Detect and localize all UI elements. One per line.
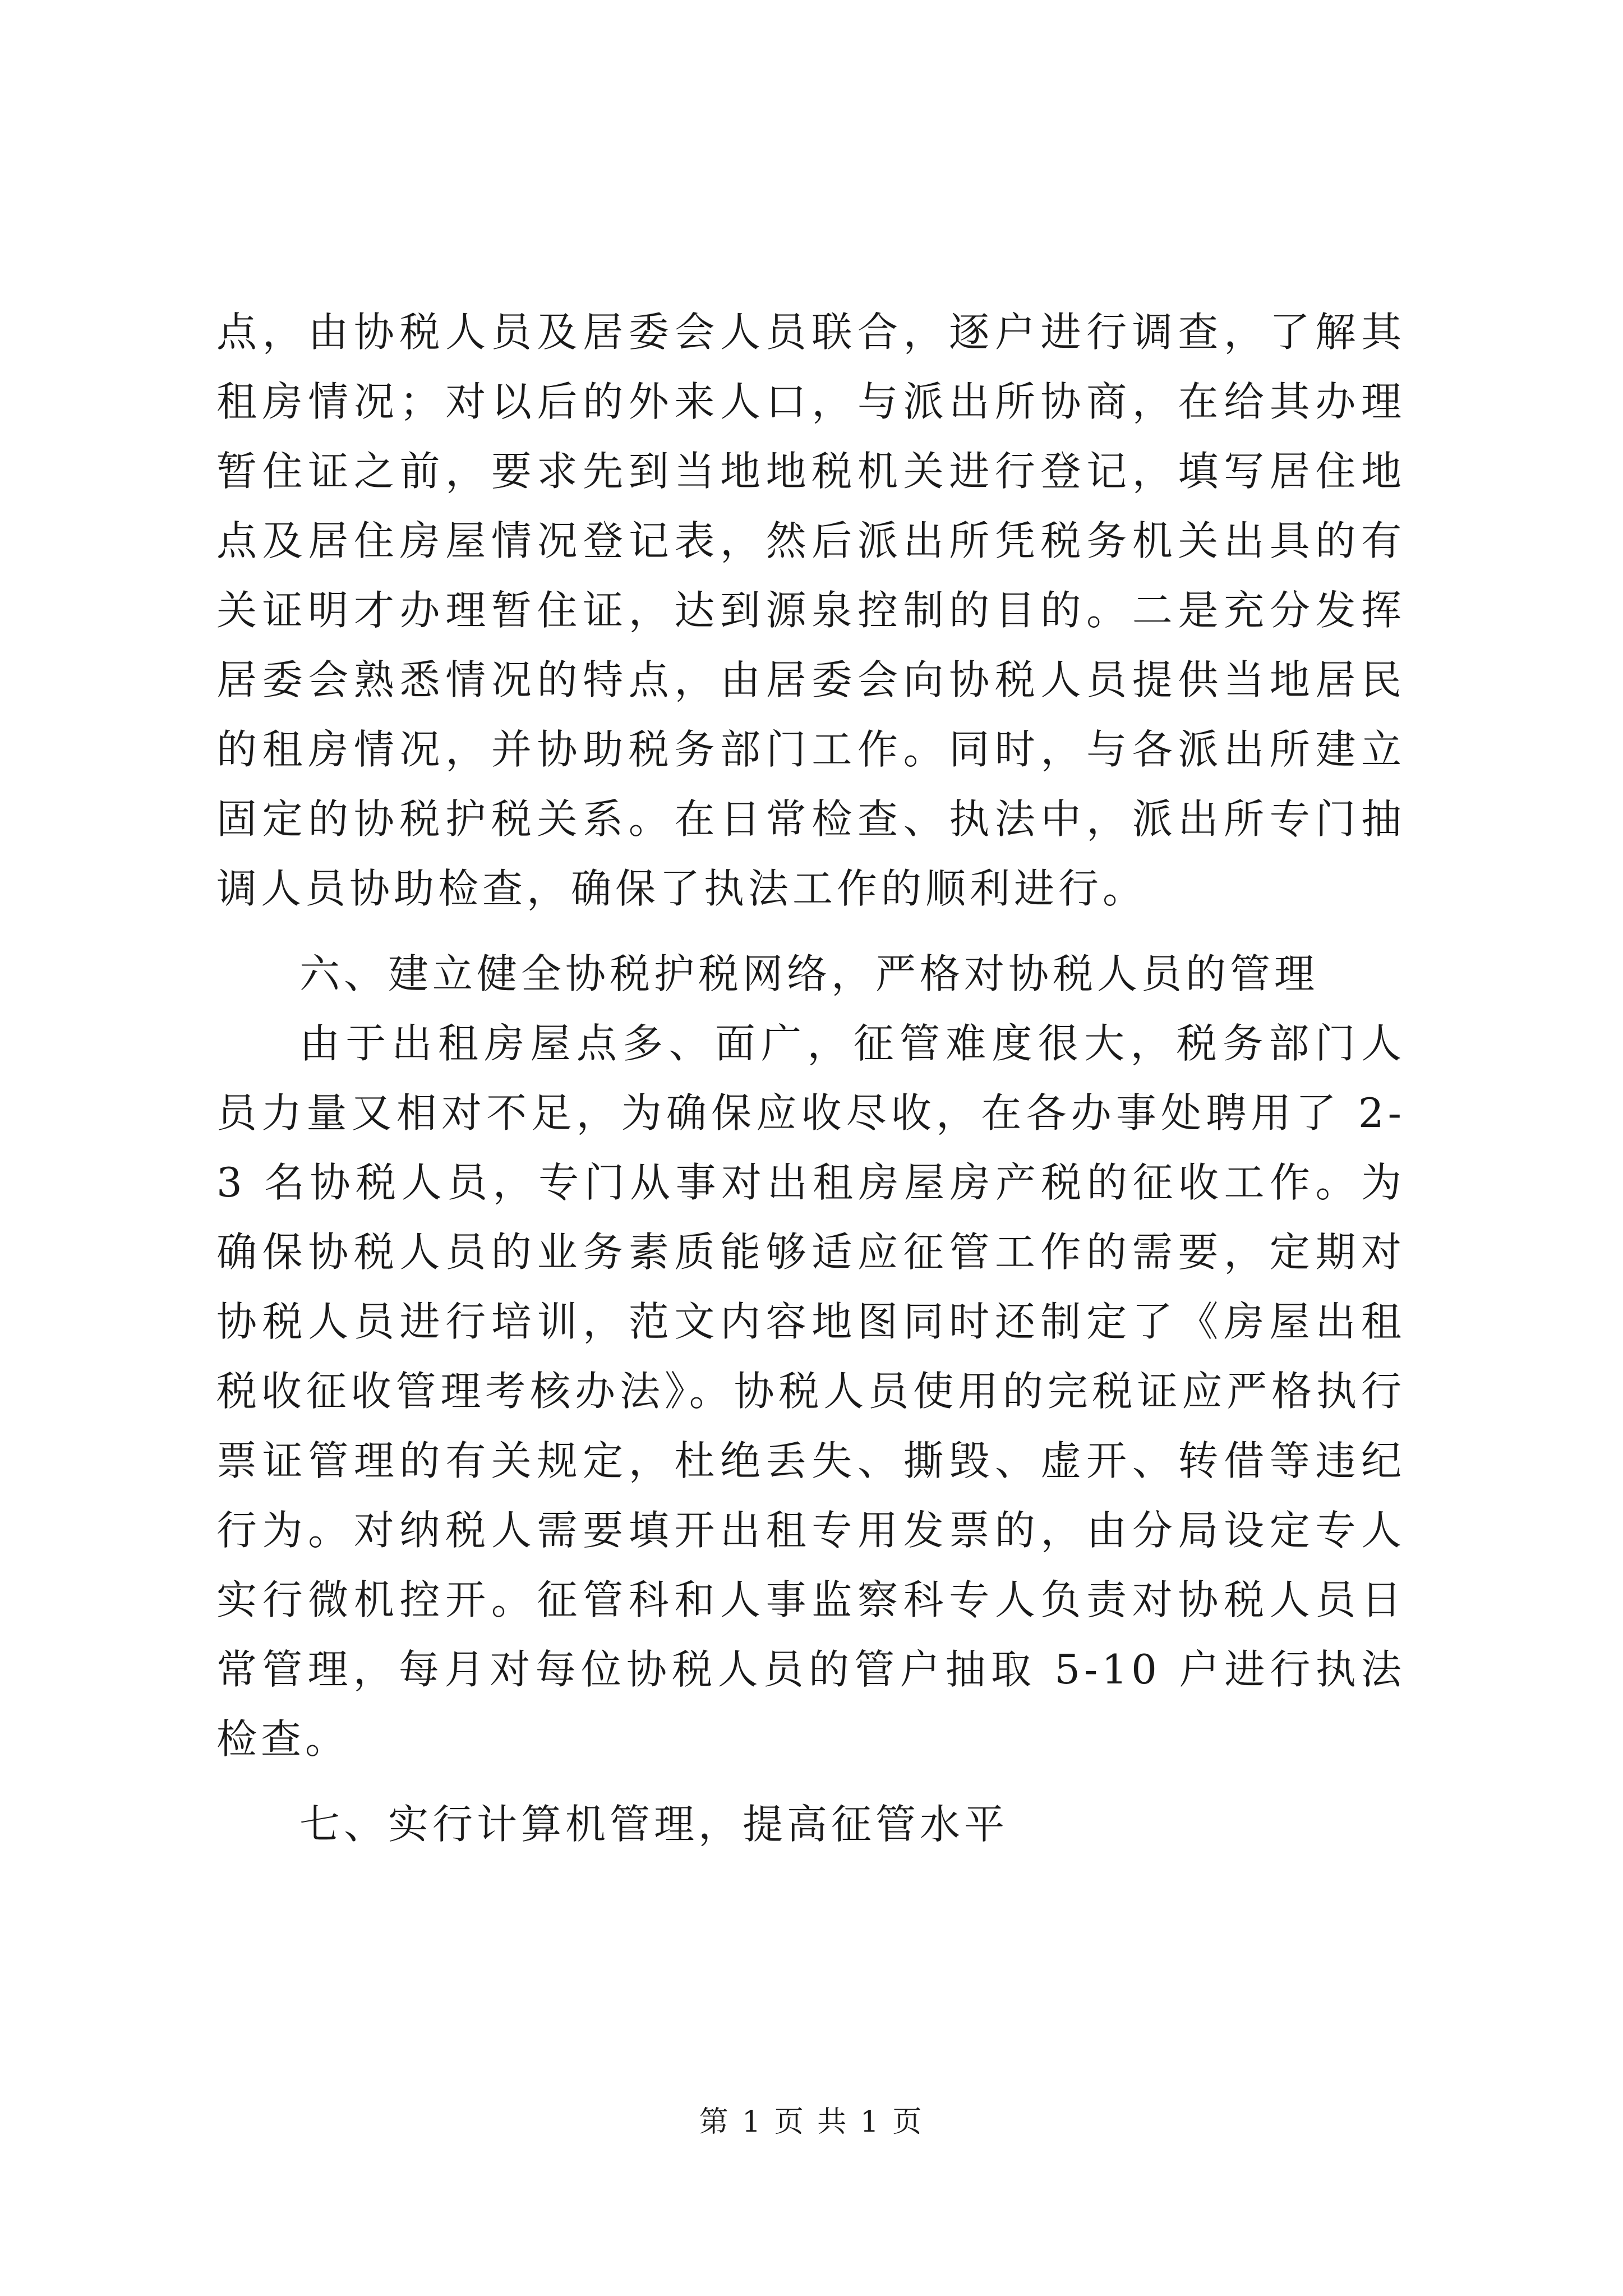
page-footer: 第 1 页 共 1 页 [699,2105,924,2139]
paragraph-rental-survey: 点，由协税人员及居委会人员联合，逐户进行调查，了解其租房情况；对以后的外来人口，与派出所协商，在给其办理暂住证之前，要求先到当地地税机关进行登记，填写居住地点及居住房屋情况登记表，然后派出所凭税务机关出具的有关证明才办理暂住证，达到源泉控制的目的。二是充分发挥居委会熟悉情况的特点，由居委会向协税人员提供当地居民的租房情况，并协助税务部门工作。同时，与各派出所建立固定的协税护税关系。在日常检查、执法中，派出所专门抽调人员协助检查，确保了执法工作的顺利进行。 [216,309,1405,912]
document-body [216,297,1405,1859]
section-heading-7: 七、实行计算机管理，提高征管水平 [299,1801,1009,1848]
paragraph-tax-assistant-management: 由于出租房屋点多、面广，征管难度很大，税务部门人员力量又相对不足，为确保应收尽收，在各办事处聘用了 2-3 名协税人员，专门从事对出租房屋房产税的征收工作。为确保协税人员的业务素质能够适应征管工作的需要，定期对协税人员进行培训，范文内容地图同时还制定了《房屋出租税收征收管理考核办法》。协税人员使用的完税证应严格执行票证管理的有关规定，杜绝丢失、撕毁、虚开、转借等违纪行为。对纳税人需要填开出租专用发票的，由分局设定专人实行微机控开。征管科和人事监察科专人负责对协税人员日常管理，每月对每位协税人员的管户抽取 5-10 户进行执法检查。 [216,1020,1405,1763]
section-heading-6: 六、建立健全协税护税网络，严格对协税人员的管理 [299,950,1319,997]
